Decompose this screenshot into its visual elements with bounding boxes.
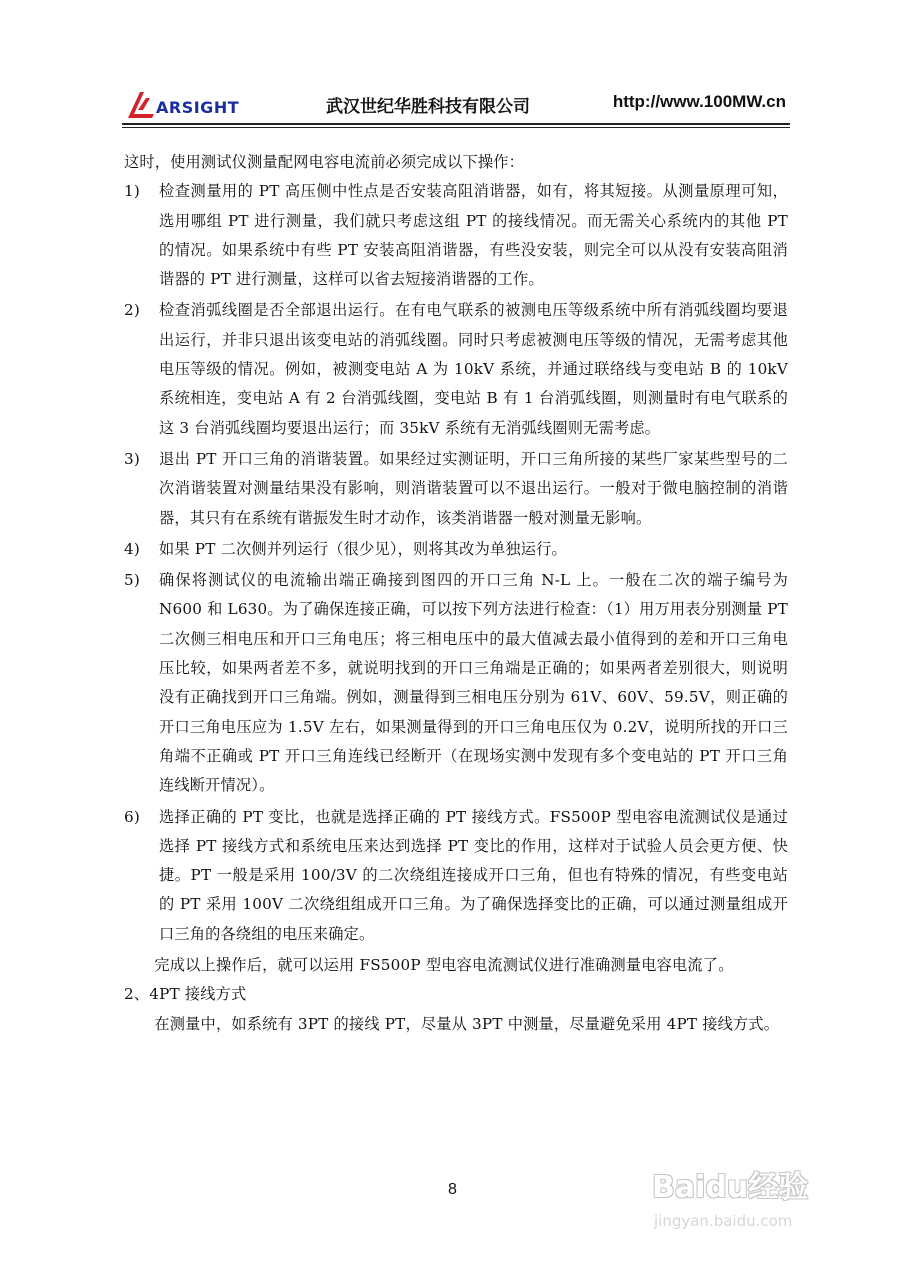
watermark-brand: Baidu经验 [652, 1170, 809, 1205]
list-text: 检查测量用的 PT 高压侧中性点是否安装高阻消谐器，如有，将其短接。从测量原理可知，选用哪组 PT 进行测量，我们就只考虑这组 PT 的接线情况。而无需关心系统内的其他 PT 的情况。如果系统中有些 PT 安装高阻消谐器，有些没安装，则完全可以从没有安装高阻消谐器的 PT 进行测量，这样可以省去短接消谐器的工作。 [159, 182, 788, 289]
page-number: 8 [448, 1181, 457, 1198]
list-item [124, 535, 788, 564]
list-item [124, 566, 788, 800]
company-name: 武汉世纪华胜科技有限公司 [326, 97, 530, 117]
list-number: 3) [124, 449, 140, 468]
list-number: 1) [124, 182, 140, 201]
document-body [124, 148, 788, 1039]
conclusion-paragraph: 完成以上操作后，就可以运用 FS500P 型电容电流测试仪进行准确测量电容电流了。 [154, 956, 734, 975]
list-item [124, 445, 788, 533]
list-text: 退出 PT 开口三角的消谐装置。如果经过实测证明，开口三角所接的某些厂家某些型号的二次消谐装置对测量结果没有影响，则消谐装置可以不退出运行。一般对于微电脑控制的消谐器，其只有在系统有谐振发生时才动作，该类消谐器一般对测量无影响。 [159, 449, 788, 527]
logo-mark-icon [126, 90, 156, 120]
list-number: 2) [124, 301, 140, 320]
list-text: 检查消弧线圈是否全部退出运行。在有电气联系的被测电压等级系统中所有消弧线圈均要退出运行，并非只退出该变电站的消弧线圈。同时只考虑被测电压等级的情况，无需考虑其他电压等级的情况。例如，被测变电站 A 为 10kV 系统，并通过联络线与变电站 B 的 10kV 系统相连，变电站 A 有 2 台消弧线圈，变电站 B 有 1 台消弧线圈，则测量时有电气联系的这 3 台消弧线圈均要退出运行；而 35kV 系统有无消弧线圈则无需考虑。 [159, 301, 788, 437]
intro-paragraph: 这时，使用测试仪测量配网电容电流前必须完成以下操作： [124, 153, 525, 171]
list-number: 5) [124, 571, 140, 590]
watermark-url: jingyan.baidu.com [654, 1212, 793, 1230]
list-number: 6) [124, 807, 140, 826]
baidu-watermark [648, 1140, 808, 1250]
logo-text: ARSIGHT [156, 98, 240, 117]
list-item [124, 803, 788, 949]
header-rule [122, 123, 790, 125]
list-text: 如果 PT 二次侧并列运行（很少见），则将其改为单独运行。 [159, 539, 567, 558]
company-logo [126, 90, 256, 120]
list-number: 4) [124, 539, 140, 558]
list-text: 确保将测试仪的电流输出端正确接到图四的开口三角 N-L 上。一般在二次的端子编号为 N600 和 L630。为了确保连接正确，可以按下列方法进行检查：（1）用万用表分别测量 PT 二次侧三相电压和开口三角电压；将三相电压中的最大值减去最小值得到的差和开口三角电压比较，如果两者差不多，就说明找到的开口三角端是正确的；如果两者差别很大，则说明没有正确找到开口三角端。例如，测量得到三相电压分别为 61V、60V、59.5V，则正确的开口三角电压应为 1.5V 左右，如果测量得到的开口三角电压仅为 0.2V，说明所找的开口三角端不正确或 PT 开口三角连线已经断开（在现场实测中发现有多个变电站的 PT 开口三角连线断开情况）。 [159, 571, 788, 795]
list-item [124, 296, 788, 442]
page-header [122, 84, 790, 134]
list-text: 选择正确的 PT 变比，也就是选择正确的 PT 接线方式。FS500P 型电容电流测试仪是通过选择 PT 接线方式和系统电压来达到选择 PT 变比的作用，这样对于试验人员会更方便、快捷。PT 一般是采用 100/3V 的二次绕组连接成开口三角，但也有特殊的情况，有些变电站的 PT 采用 100V 二次绕组组成开口三角。为了确保选择变比的正确，可以通过测量组成开口三角的各绕组的电压来确定。 [159, 807, 788, 943]
section-paragraph: 在测量中，如系统有 3PT 的接线 PT，尽量从 3PT 中测量，尽量避免采用 4PT 接线方式。 [154, 1014, 780, 1033]
header-rule-thin [122, 127, 790, 128]
list-item [124, 177, 788, 294]
website-link[interactable]: http://www.100MW.cn [612, 92, 786, 111]
section-heading: 2、4PT 接线方式 [124, 985, 247, 1004]
